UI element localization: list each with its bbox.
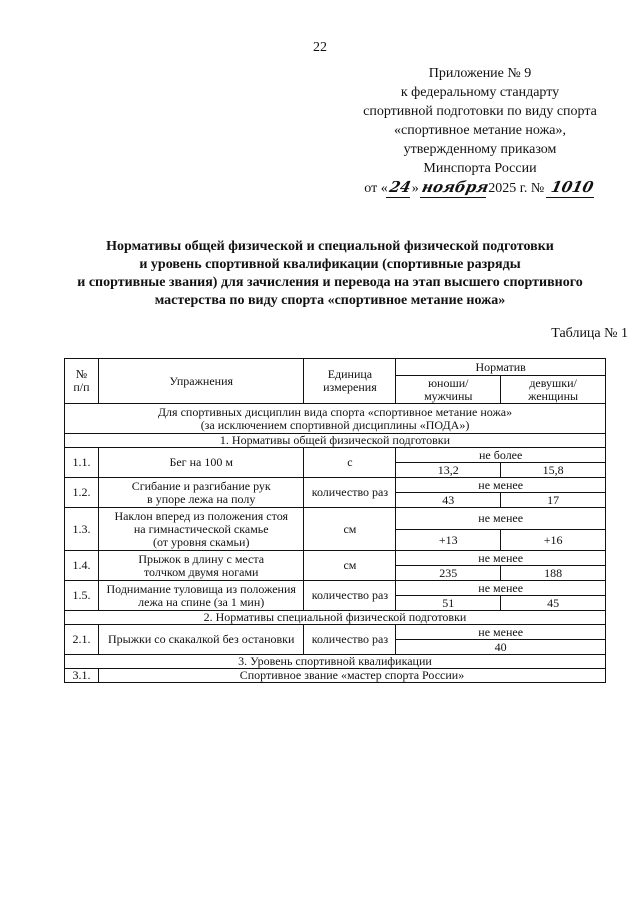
order-number: 1010 — [546, 178, 598, 198]
row-condition: не менее — [396, 625, 606, 640]
row-exercise: Бег на 100 м — [98, 448, 304, 478]
title-line: и уровень спортивной квалификации (спортивные разряды — [139, 257, 521, 272]
annex-line: спортивной подготовки по виду спорта — [363, 104, 597, 119]
table-row — [65, 625, 606, 640]
row-num: 3.1. — [65, 669, 99, 683]
row-unit: количество раз — [304, 625, 396, 655]
page-number: 22 — [313, 40, 327, 55]
annex-line: к федеральному стандарту — [400, 85, 560, 100]
discipline-note: Для спортивных дисциплин вида спорта «спортивное метание ножа» (за исключением спортивной дисциплины «ПОДА») — [65, 404, 606, 434]
date-year: 2025 г. № — [488, 181, 545, 196]
date-day: 24 — [387, 178, 413, 196]
row-exercise: Прыжок в длину с места толчком двумя ногами — [98, 551, 304, 581]
section-title: 2. Нормативы специальной физической подготовки — [65, 611, 606, 625]
row-value-girls: 188 — [501, 566, 606, 581]
date-prefix: от « — [364, 181, 388, 196]
row-value-boys: 51 — [396, 596, 501, 611]
table-row — [65, 448, 606, 463]
title-line: мастерства по виду спорта «спортивное метание ножа» — [154, 293, 506, 308]
annex-line: Минспорта России — [423, 161, 537, 176]
row-condition: не менее — [396, 551, 606, 566]
row-unit: количество раз — [304, 581, 396, 611]
table-row — [65, 611, 606, 625]
date-mid: » — [411, 181, 419, 196]
table-caption: Таблица № 1 — [551, 326, 628, 341]
header-unit: Единица измерения — [304, 359, 396, 404]
row-condition: не менее — [396, 508, 606, 530]
table-row — [65, 434, 606, 448]
header-num: № п/п — [65, 359, 99, 404]
row-unit: см — [304, 551, 396, 581]
annex-title: Приложение № 9 — [428, 66, 532, 81]
table-row — [65, 478, 606, 493]
section-title: 3. Уровень спортивной квалификации — [65, 655, 606, 669]
row-exercise: Прыжки со скакалкой без остановки — [98, 625, 304, 655]
header-girls: девушки/ женщины — [501, 376, 606, 404]
row-num: 2.1. — [65, 625, 99, 655]
document-title — [40, 238, 620, 310]
row-condition: не более — [396, 448, 606, 463]
row-value-girls: 45 — [501, 596, 606, 611]
row-num: 1.2. — [65, 478, 99, 508]
row-num: 1.1. — [65, 448, 99, 478]
row-value-combined: 40 — [396, 640, 606, 655]
annex-line: утвержденному приказом — [403, 142, 557, 157]
table-row — [65, 581, 606, 596]
table-row — [65, 404, 606, 434]
header-norm: Норматив — [396, 359, 606, 376]
row-exercise: Наклон вперед из положения стоя на гимнастической скамье (от уровня скамьи) — [98, 508, 304, 551]
table-row — [65, 669, 606, 683]
row-value-boys: 13,2 — [396, 463, 501, 478]
title-line: Нормативы общей физической и специальной физической подготовки — [106, 239, 554, 254]
table-row — [65, 508, 606, 530]
row-exercise: Поднимание туловища из положения лежа на спине (за 1 мин) — [98, 581, 304, 611]
row-value-boys: 235 — [396, 566, 501, 581]
header-exercise: Упражнения — [98, 359, 304, 404]
row-value-boys: +13 — [396, 530, 501, 551]
row-unit: с — [304, 448, 396, 478]
row-num: 1.3. — [65, 508, 99, 551]
row-exercise: Сгибание и разгибание рук в упоре лежа на полу — [98, 478, 304, 508]
row-value-girls: 15,8 — [501, 463, 606, 478]
norms-table — [64, 358, 606, 683]
annex-header — [330, 64, 630, 198]
row-num: 1.5. — [65, 581, 99, 611]
row-num: 1.4. — [65, 551, 99, 581]
header-boys: юноши/ мужчины — [396, 376, 501, 404]
row-value-girls: +16 — [501, 530, 606, 551]
title-line: и спортивные звания) для зачисления и перевода на этап высшего спортивного — [77, 275, 583, 290]
row-value-boys: 43 — [396, 493, 501, 508]
table-row — [65, 655, 606, 669]
table-row — [65, 359, 606, 376]
row-value-girls: 17 — [501, 493, 606, 508]
order-date-line — [330, 178, 630, 198]
date-month: ноября — [420, 178, 491, 196]
row-unit: количество раз — [304, 478, 396, 508]
row-condition: не менее — [396, 581, 606, 596]
table-row — [65, 551, 606, 566]
row-unit: см — [304, 508, 396, 551]
row-exercise: Спортивное звание «мастер спорта России» — [98, 669, 605, 683]
annex-line: «спортивное метание ножа», — [394, 123, 566, 138]
section-title: 1. Нормативы общей физической подготовки — [65, 434, 606, 448]
row-condition: не менее — [396, 478, 606, 493]
